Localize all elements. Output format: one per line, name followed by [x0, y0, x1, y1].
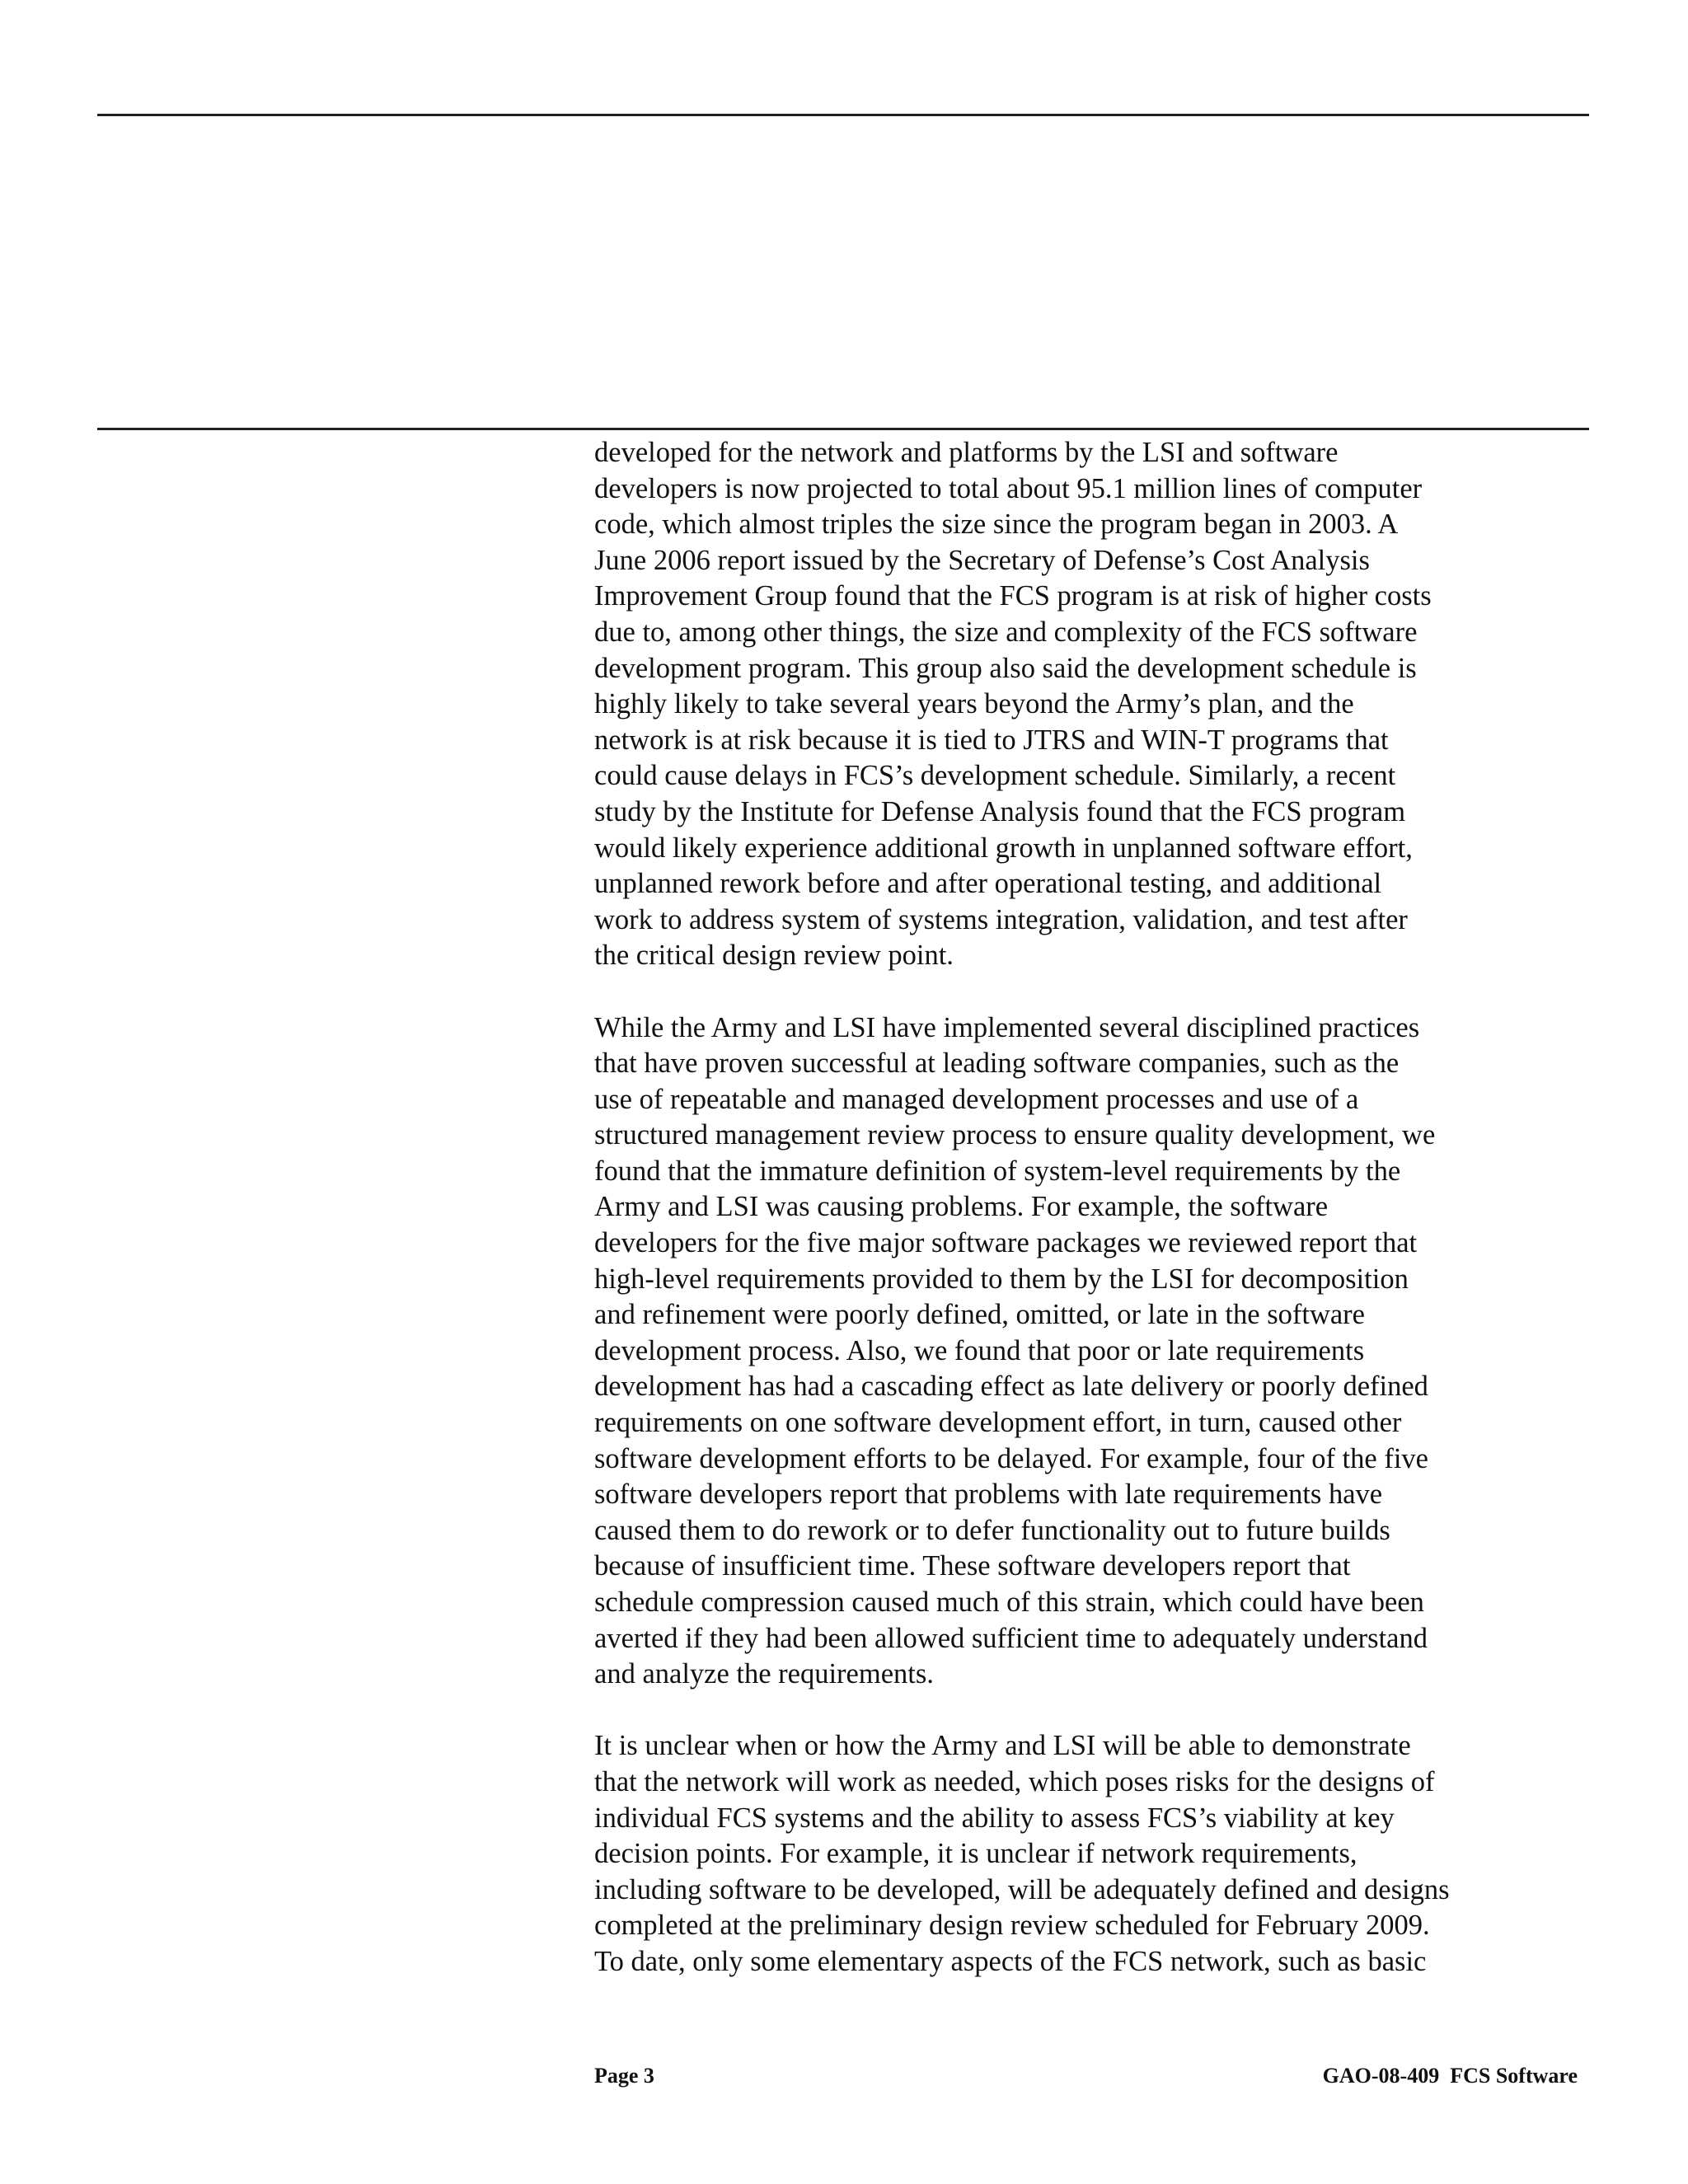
text-line: the critical design review point.: [594, 940, 954, 972]
text-line: work to address system of systems integration, validation, and test after: [594, 903, 1408, 935]
text-line: While the Army and LSI have implemented several disciplined practices: [594, 1011, 1420, 1043]
text-line: would likely experience additional growth in unplanned software effort,: [594, 832, 1413, 864]
text-line: structured management review process to ensure quality development, we: [594, 1119, 1436, 1151]
text-line: because of insufficient time. These software developers report that: [594, 1550, 1351, 1582]
text-line: June 2006 report issued by the Secretary of Defense’s Cost Analysis: [594, 544, 1370, 576]
text-line: completed at the preliminary design review scheduled for February 2009.: [594, 1910, 1430, 1942]
text-line: found that the immature definition of system-level requirements by the: [594, 1155, 1401, 1187]
text-line: Army and LSI was causing problems. For example, the software: [594, 1191, 1329, 1223]
paragraph-2: [594, 1010, 1601, 1693]
text-line: requirements on one software development effort, in turn, caused other: [594, 1407, 1402, 1439]
text-line: software development efforts to be delayed. For example, four of the five: [594, 1442, 1428, 1474]
text-line: that the network will work as needed, which poses risks for the designs of: [594, 1765, 1435, 1797]
header-rule-top: [97, 114, 1589, 116]
text-line: individual FCS systems and the ability to assess FCS’s viability at key: [594, 1802, 1395, 1834]
text-line: development program. This group also said the development schedule is: [594, 652, 1417, 684]
text-line: schedule compression caused much of this strain, which could have been: [594, 1586, 1424, 1618]
text-line: averted if they had been allowed sufficient time to adequately understand: [594, 1622, 1428, 1654]
text-line: developers is now projected to total about 95.1 million lines of computer: [594, 472, 1423, 504]
text-line: high-level requirements provided to them by the LSI for decomposition: [594, 1263, 1409, 1295]
text-line: decision points. For example, it is unclear if network requirements,: [594, 1838, 1357, 1870]
text-line: and refinement were poorly defined, omitted, or late in the software: [594, 1299, 1365, 1331]
paragraph-1: [594, 435, 1601, 974]
report-identifier: GAO-08-409 FCS Software: [1322, 2064, 1578, 2088]
text-line: development has had a cascading effect as late delivery or poorly defined: [594, 1371, 1428, 1403]
text-line: caused them to do rework or to defer functionality out to future builds: [594, 1514, 1390, 1546]
report-body: [594, 435, 1601, 1980]
text-line: developers for the five major software packages we reviewed report that: [594, 1227, 1418, 1259]
text-line: code, which almost triples the size since the program began in 2003. A: [594, 509, 1399, 541]
text-line: unplanned rework before and after operational testing, and additional: [594, 868, 1382, 900]
text-line: could cause delays in FCS’s development schedule. Similarly, a recent: [594, 760, 1396, 792]
text-line: network is at risk because it is tied to JTRS and WIN-T programs that: [594, 724, 1389, 756]
text-line: including software to be developed, will be adequately defined and designs: [594, 1873, 1450, 1905]
text-line: study by the Institute for Defense Analysis found that the FCS program: [594, 795, 1406, 827]
text-line: use of repeatable and managed development processes and use of a: [594, 1083, 1359, 1115]
text-line: developed for the network and platforms by the LSI and software: [594, 437, 1339, 468]
text-line: development process. Also, we found that poor or late requirements: [594, 1334, 1365, 1366]
text-line: software developers report that problems with late requirements have: [594, 1479, 1383, 1511]
text-line: due to, among other things, the size and complexity of the FCS software: [594, 616, 1418, 648]
text-line: It is unclear when or how the Army and LSI will be able to demonstrate: [594, 1730, 1411, 1762]
text-line: that have proven successful at leading software companies, such as the: [594, 1047, 1400, 1080]
text-line: To date, only some elementary aspects of the FCS network, such as basic: [594, 1945, 1427, 1977]
text-line: highly likely to take several years beyond the Army’s plan, and the: [594, 688, 1354, 720]
paragraph-3: [594, 1728, 1601, 1980]
text-line: and analyze the requirements.: [594, 1658, 934, 1690]
page-number: Page 3: [594, 2064, 654, 2088]
text-line: Improvement Group found that the FCS program is at risk of higher costs: [594, 580, 1432, 612]
header-rule-bottom: [97, 428, 1589, 430]
